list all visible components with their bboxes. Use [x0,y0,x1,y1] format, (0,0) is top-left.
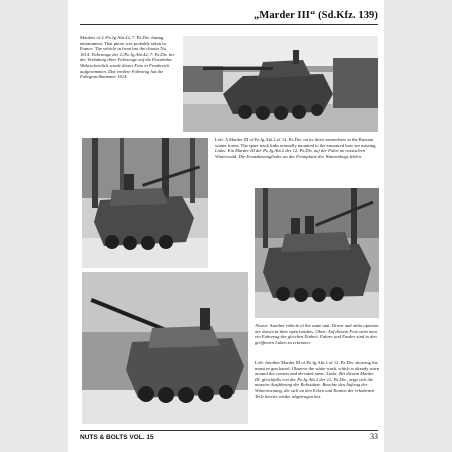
photo-marder-open-hatches [255,188,379,318]
caption-open-hatches-en: Above: Another vehicle of the same unit. Driver and radio operator are shown in their open hatches. [255,323,379,334]
title-rule [80,24,378,25]
caption-winter-forest [215,137,378,159]
caption-gun-barrel-en: Left: Another Marder III of Pz.Jg.Abt.2 of 12. Pz.Div. showing the massive gun barrel. Observe the white wash, which is already worn around the corners and elevated areas. [255,360,379,377]
caption-entrainment-de: Fahrzeuge der 2./Pz.Jg.Abt.42, 7. Pz.Div. bei der Verladung ihrer Fahrzeuge auf die Eisenbahn. Wahrscheinlich wurde dieses Foto in Frankreich aufgenommen. Das vordere Fahrzeug hat die Fahrgestellnummer 1614. [80,51,175,80]
caption-gun-barrel [255,360,379,399]
photo-marder-entrainment [183,36,378,132]
caption-open-hatches-de: Oben: Auf diesem Foto sieht man ein Fahrzeug der gleichen Einheit. Fahrer und Funker sind in den geöffneten Luken zu erkennen. [255,328,377,345]
caption-entrainment [80,35,178,80]
footer-rule [80,430,378,431]
page-number: 33 [370,432,378,441]
footer-series: NUTS & BOLTS VOL. 15 [80,434,154,441]
page-title: „Marder III“ (Sd.Kfz. 139) [253,10,378,21]
caption-gun-barrel-de: Links: Bei diesem Marder III, gleichfalls von der Pz.Jg.Abt.2 der 12. Pz.Div., zeigt sich die massive Ausführung der Rohrstütze. Beachte den Auftrag der Wintertarnung, die sich an den Ecken und Kanten der erhabenen Teile bereits wieder abgetragen hat. [255,371,375,399]
photo-marder-gun-barrel [82,272,248,424]
document-page [68,0,384,452]
photo-marder-winter-forest [82,138,208,268]
caption-entrainment-en: Marders of 2./Pz.Jg.Abt.42, 7. Pz.Div. during entrainment. That photo was probably taken in France. The vehicle in front has the chassis No. 1614. [80,35,168,57]
caption-winter-forest-de: Links: Ein Marder III der Pz.Jg.Abt.2 der 12. Pz.Div. auf der Fahrt an russischen Winterwald. Die Ersatzkettenglieder an der Frontplatte des Wannenbugs fehlen. [215,148,365,159]
caption-winter-forest-en: Left: A Marder III of Pz.Jg.Abt.2 of 12. Pz.Div. on its drive somewhere in the Russian winter forest. The spare track links normally mounted to the armoured bow are missing. [215,137,377,148]
caption-open-hatches [255,323,379,345]
